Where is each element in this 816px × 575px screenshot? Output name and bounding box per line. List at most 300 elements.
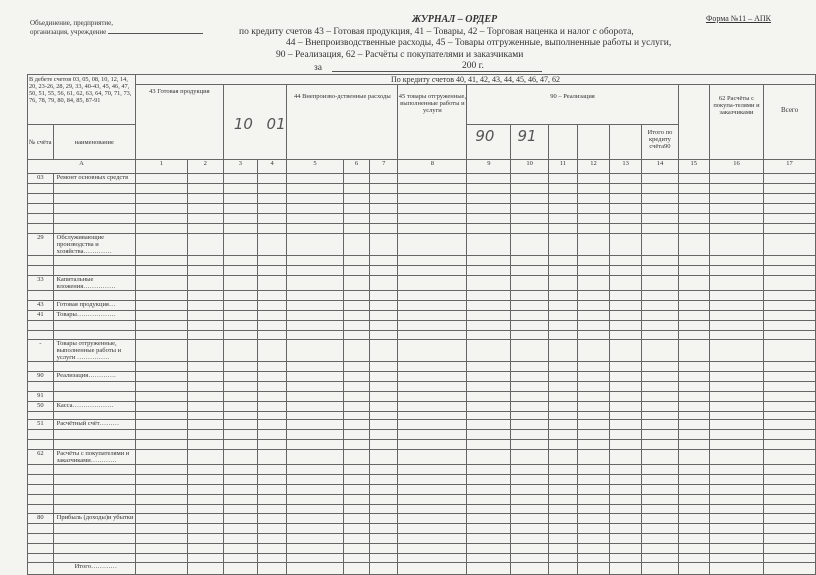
table-cell[interactable] [257, 340, 286, 362]
table-cell[interactable] [467, 331, 511, 340]
table-cell[interactable] [610, 554, 642, 563]
table-cell[interactable] [343, 194, 369, 204]
table-cell[interactable] [257, 430, 286, 440]
table-cell[interactable] [370, 362, 398, 372]
table-cell[interactable] [223, 256, 257, 266]
table-cell[interactable] [467, 340, 511, 362]
table-cell[interactable] [678, 204, 709, 214]
table-cell[interactable] [187, 214, 223, 224]
table-cell[interactable] [467, 224, 511, 234]
table-cell[interactable] [187, 194, 223, 204]
table-cell[interactable] [511, 485, 548, 495]
table-cell[interactable] [642, 331, 679, 340]
table-cell[interactable] [511, 514, 548, 524]
table-cell[interactable] [370, 204, 398, 214]
table-cell[interactable] [223, 266, 257, 276]
table-cell[interactable] [610, 331, 642, 340]
table-cell[interactable] [223, 291, 257, 301]
table-cell[interactable] [467, 465, 511, 475]
table-cell[interactable] [223, 475, 257, 485]
table-cell[interactable] [467, 412, 511, 420]
table-cell[interactable] [709, 440, 763, 450]
table-cell[interactable] [610, 291, 642, 301]
table-cell[interactable] [287, 214, 344, 224]
table-cell[interactable] [187, 204, 223, 214]
table-cell[interactable] [343, 321, 369, 331]
table-cell[interactable] [467, 382, 511, 392]
table-cell[interactable] [678, 362, 709, 372]
table-cell[interactable] [370, 534, 398, 544]
table-cell[interactable] [398, 311, 467, 321]
table-cell[interactable] [578, 184, 610, 194]
table-cell[interactable] [610, 402, 642, 412]
table-cell[interactable] [548, 524, 577, 534]
table-cell[interactable] [287, 204, 344, 214]
table-cell[interactable] [610, 301, 642, 311]
table-cell[interactable] [511, 430, 548, 440]
table-cell[interactable] [187, 174, 223, 184]
table-cell[interactable] [642, 234, 679, 256]
table-cell[interactable] [343, 505, 369, 514]
table-cell[interactable] [764, 534, 816, 544]
table-cell[interactable] [223, 524, 257, 534]
table-cell[interactable] [257, 534, 286, 544]
table-cell[interactable] [511, 524, 548, 534]
table-cell[interactable] [135, 382, 187, 392]
table-cell[interactable] [223, 402, 257, 412]
table-cell[interactable] [343, 412, 369, 420]
table-cell[interactable] [511, 495, 548, 505]
table-cell[interactable] [709, 554, 763, 563]
table-cell[interactable] [610, 440, 642, 450]
table-cell[interactable] [287, 362, 344, 372]
table-cell[interactable] [135, 234, 187, 256]
table-cell[interactable] [257, 495, 286, 505]
table-cell[interactable] [370, 224, 398, 234]
table-cell[interactable] [709, 204, 763, 214]
table-cell[interactable] [548, 440, 577, 450]
table-cell[interactable] [257, 420, 286, 430]
table-cell[interactable] [257, 266, 286, 276]
table-cell[interactable] [370, 311, 398, 321]
table-cell[interactable] [764, 440, 816, 450]
table-cell[interactable] [287, 534, 344, 544]
table-cell[interactable] [398, 465, 467, 475]
table-cell[interactable] [610, 485, 642, 495]
table-cell[interactable] [610, 475, 642, 485]
table-cell[interactable] [343, 392, 369, 402]
table-cell[interactable] [223, 412, 257, 420]
table-cell[interactable] [187, 382, 223, 392]
table-cell[interactable] [709, 234, 763, 256]
table-cell[interactable] [343, 495, 369, 505]
table-cell[interactable] [578, 524, 610, 534]
table-cell[interactable] [187, 514, 223, 524]
table-cell[interactable] [223, 194, 257, 204]
table-cell[interactable] [467, 214, 511, 224]
table-cell[interactable] [343, 311, 369, 321]
table-cell[interactable] [287, 420, 344, 430]
table-cell[interactable] [764, 475, 816, 485]
table-cell[interactable] [223, 495, 257, 505]
table-cell[interactable] [257, 524, 286, 534]
table-cell[interactable] [257, 475, 286, 485]
table-cell[interactable] [135, 184, 187, 194]
table-cell[interactable] [370, 430, 398, 440]
table-cell[interactable] [187, 234, 223, 256]
table-cell[interactable] [578, 420, 610, 430]
table-cell[interactable] [223, 554, 257, 563]
table-cell[interactable] [223, 440, 257, 450]
table-cell[interactable] [548, 311, 577, 321]
table-cell[interactable] [370, 475, 398, 485]
table-cell[interactable] [370, 450, 398, 465]
table-cell[interactable] [370, 174, 398, 184]
table-cell[interactable] [257, 372, 286, 382]
table-cell[interactable] [257, 184, 286, 194]
table-cell[interactable] [764, 184, 816, 194]
table-cell[interactable] [370, 392, 398, 402]
table-cell[interactable] [610, 234, 642, 256]
table-cell[interactable] [343, 340, 369, 362]
table-cell[interactable] [370, 372, 398, 382]
table-cell[interactable] [709, 420, 763, 430]
table-cell[interactable] [709, 311, 763, 321]
table-cell[interactable] [764, 514, 816, 524]
table-cell[interactable] [511, 420, 548, 430]
table-cell[interactable] [343, 362, 369, 372]
table-cell[interactable] [398, 475, 467, 485]
table-cell[interactable] [467, 544, 511, 554]
table-cell[interactable] [578, 301, 610, 311]
table-cell[interactable] [467, 362, 511, 372]
table-cell[interactable] [610, 544, 642, 554]
table-cell[interactable] [398, 321, 467, 331]
table-cell[interactable] [578, 430, 610, 440]
table-cell[interactable] [187, 291, 223, 301]
table-cell[interactable] [370, 440, 398, 450]
table-cell[interactable] [511, 174, 548, 184]
table-cell[interactable] [135, 420, 187, 430]
table-cell[interactable] [511, 204, 548, 214]
table-cell[interactable] [578, 382, 610, 392]
table-cell[interactable] [709, 495, 763, 505]
table-cell[interactable] [764, 174, 816, 184]
table-cell[interactable] [548, 392, 577, 402]
table-cell[interactable] [135, 495, 187, 505]
table-cell[interactable] [642, 311, 679, 321]
table-cell[interactable] [511, 321, 548, 331]
table-cell[interactable] [370, 465, 398, 475]
table-cell[interactable] [548, 291, 577, 301]
table-cell[interactable] [548, 372, 577, 382]
table-cell[interactable] [135, 362, 187, 372]
table-cell[interactable] [709, 450, 763, 465]
table-cell[interactable] [578, 340, 610, 362]
table-cell[interactable] [187, 311, 223, 321]
table-cell[interactable] [398, 420, 467, 430]
table-cell[interactable] [343, 214, 369, 224]
table-cell[interactable] [764, 214, 816, 224]
table-cell[interactable] [511, 301, 548, 311]
table-cell[interactable] [642, 266, 679, 276]
table-cell[interactable] [678, 214, 709, 224]
table-cell[interactable] [548, 402, 577, 412]
table-cell[interactable] [398, 362, 467, 372]
table-cell[interactable] [764, 276, 816, 291]
table-cell[interactable] [548, 430, 577, 440]
table-cell[interactable] [135, 174, 187, 184]
table-cell[interactable] [135, 291, 187, 301]
table-cell[interactable] [511, 291, 548, 301]
table-cell[interactable] [257, 450, 286, 465]
table-cell[interactable] [642, 174, 679, 184]
table-cell[interactable] [187, 495, 223, 505]
table-cell[interactable] [135, 224, 187, 234]
table-cell[interactable] [578, 485, 610, 495]
table-cell[interactable] [764, 321, 816, 331]
table-cell[interactable] [548, 382, 577, 392]
table-cell[interactable] [578, 256, 610, 266]
table-cell[interactable] [135, 505, 187, 514]
table-cell[interactable] [287, 412, 344, 420]
table-cell[interactable] [511, 412, 548, 420]
table-cell[interactable] [398, 485, 467, 495]
table-cell[interactable] [370, 402, 398, 412]
table-cell[interactable] [709, 412, 763, 420]
table-cell[interactable] [610, 321, 642, 331]
table-cell[interactable] [370, 276, 398, 291]
table-cell[interactable] [548, 534, 577, 544]
table-cell[interactable] [610, 174, 642, 184]
table-cell[interactable] [257, 544, 286, 554]
table-cell[interactable] [642, 514, 679, 524]
table-cell[interactable] [287, 321, 344, 331]
table-cell[interactable] [709, 372, 763, 382]
table-cell[interactable] [610, 524, 642, 534]
table-cell[interactable] [135, 412, 187, 420]
table-cell[interactable] [398, 544, 467, 554]
table-cell[interactable] [223, 276, 257, 291]
table-cell[interactable] [764, 362, 816, 372]
table-cell[interactable] [578, 291, 610, 301]
table-cell[interactable] [578, 276, 610, 291]
table-cell[interactable] [642, 256, 679, 266]
table-cell[interactable] [642, 291, 679, 301]
table-cell[interactable] [709, 475, 763, 485]
table-cell[interactable] [187, 554, 223, 563]
table-cell[interactable] [398, 450, 467, 465]
table-cell[interactable] [678, 450, 709, 465]
table-cell[interactable] [709, 256, 763, 266]
table-cell[interactable] [257, 362, 286, 372]
table-cell[interactable] [398, 340, 467, 362]
table-cell[interactable] [511, 554, 548, 563]
table-cell[interactable] [343, 276, 369, 291]
table-cell[interactable] [610, 276, 642, 291]
table-cell[interactable] [709, 534, 763, 544]
table-cell[interactable] [223, 214, 257, 224]
table-cell[interactable] [343, 465, 369, 475]
table-cell[interactable] [467, 204, 511, 214]
table-cell[interactable] [578, 224, 610, 234]
table-cell[interactable] [678, 554, 709, 563]
table-cell[interactable] [578, 440, 610, 450]
table-cell[interactable] [764, 291, 816, 301]
table-cell[interactable] [343, 524, 369, 534]
table-cell[interactable] [709, 301, 763, 311]
table-cell[interactable] [135, 214, 187, 224]
table-cell[interactable] [642, 534, 679, 544]
table-cell[interactable] [709, 505, 763, 514]
table-cell[interactable] [135, 440, 187, 450]
table-cell[interactable] [223, 174, 257, 184]
table-cell[interactable] [678, 505, 709, 514]
table-cell[interactable] [610, 214, 642, 224]
table-cell[interactable] [578, 505, 610, 514]
table-cell[interactable] [287, 402, 344, 412]
table-cell[interactable] [223, 301, 257, 311]
table-cell[interactable] [370, 184, 398, 194]
table-cell[interactable] [642, 184, 679, 194]
table-cell[interactable] [709, 224, 763, 234]
table-cell[interactable] [578, 554, 610, 563]
table-cell[interactable] [398, 224, 467, 234]
table-cell[interactable] [287, 331, 344, 340]
table-cell[interactable] [398, 372, 467, 382]
table-cell[interactable] [467, 430, 511, 440]
table-cell[interactable] [467, 505, 511, 514]
table-cell[interactable] [678, 420, 709, 430]
table-cell[interactable] [257, 204, 286, 214]
table-cell[interactable] [709, 544, 763, 554]
table-cell[interactable] [764, 204, 816, 214]
table-cell[interactable] [187, 412, 223, 420]
table-cell[interactable] [370, 554, 398, 563]
table-cell[interactable] [287, 430, 344, 440]
table-cell[interactable] [370, 234, 398, 256]
table-cell[interactable] [511, 340, 548, 362]
table-cell[interactable] [135, 321, 187, 331]
table-cell[interactable] [467, 392, 511, 402]
table-cell[interactable] [343, 291, 369, 301]
table-cell[interactable] [287, 194, 344, 204]
table-cell[interactable] [343, 485, 369, 495]
table-cell[interactable] [343, 331, 369, 340]
table-cell[interactable] [610, 362, 642, 372]
table-cell[interactable] [642, 485, 679, 495]
table-cell[interactable] [642, 495, 679, 505]
table-cell[interactable] [610, 224, 642, 234]
table-cell[interactable] [610, 450, 642, 465]
table-cell[interactable] [187, 256, 223, 266]
table-cell[interactable] [642, 194, 679, 204]
table-cell[interactable] [135, 485, 187, 495]
table-cell[interactable] [223, 331, 257, 340]
table-cell[interactable] [343, 234, 369, 256]
table-cell[interactable] [764, 372, 816, 382]
table-cell[interactable] [467, 514, 511, 524]
table-cell[interactable] [678, 234, 709, 256]
table-cell[interactable] [548, 412, 577, 420]
table-cell[interactable] [135, 256, 187, 266]
table-cell[interactable] [343, 554, 369, 563]
table-cell[interactable] [678, 311, 709, 321]
table-cell[interactable] [135, 475, 187, 485]
table-cell[interactable] [398, 291, 467, 301]
table-cell[interactable] [343, 382, 369, 392]
table-cell[interactable] [548, 204, 577, 214]
table-cell[interactable] [709, 392, 763, 402]
table-cell[interactable] [287, 276, 344, 291]
table-cell[interactable] [678, 440, 709, 450]
table-cell[interactable] [257, 402, 286, 412]
table-cell[interactable] [678, 485, 709, 495]
table-cell[interactable] [642, 544, 679, 554]
table-cell[interactable] [764, 256, 816, 266]
table-cell[interactable] [548, 505, 577, 514]
table-cell[interactable] [678, 372, 709, 382]
table-cell[interactable] [257, 554, 286, 563]
table-cell[interactable] [511, 256, 548, 266]
table-cell[interactable] [223, 420, 257, 430]
table-cell[interactable] [287, 450, 344, 465]
table-cell[interactable] [678, 382, 709, 392]
table-cell[interactable] [511, 184, 548, 194]
table-cell[interactable] [257, 214, 286, 224]
table-cell[interactable] [257, 301, 286, 311]
table-cell[interactable] [548, 420, 577, 430]
table-cell[interactable] [187, 485, 223, 495]
table-cell[interactable] [223, 544, 257, 554]
table-cell[interactable] [578, 495, 610, 505]
table-cell[interactable] [287, 382, 344, 392]
table-cell[interactable] [548, 465, 577, 475]
table-cell[interactable] [398, 440, 467, 450]
table-cell[interactable] [642, 402, 679, 412]
table-cell[interactable] [548, 184, 577, 194]
table-cell[interactable] [610, 372, 642, 382]
table-cell[interactable] [370, 485, 398, 495]
table-cell[interactable] [548, 276, 577, 291]
table-cell[interactable] [764, 392, 816, 402]
table-cell[interactable] [370, 495, 398, 505]
table-cell[interactable] [467, 450, 511, 465]
table-cell[interactable] [370, 544, 398, 554]
table-cell[interactable] [709, 514, 763, 524]
table-cell[interactable] [187, 402, 223, 412]
table-cell[interactable] [370, 331, 398, 340]
table-cell[interactable] [678, 266, 709, 276]
table-cell[interactable] [223, 321, 257, 331]
table-cell[interactable] [467, 372, 511, 382]
table-cell[interactable] [187, 475, 223, 485]
table-cell[interactable] [223, 450, 257, 465]
table-cell[interactable] [548, 495, 577, 505]
table-cell[interactable] [370, 214, 398, 224]
table-cell[interactable] [678, 291, 709, 301]
table-cell[interactable] [223, 485, 257, 495]
table-cell[interactable] [467, 524, 511, 534]
table-cell[interactable] [610, 340, 642, 362]
table-cell[interactable] [709, 184, 763, 194]
table-cell[interactable] [223, 534, 257, 544]
table-cell[interactable] [135, 340, 187, 362]
table-cell[interactable] [223, 184, 257, 194]
table-cell[interactable] [709, 340, 763, 362]
table-cell[interactable] [642, 301, 679, 311]
table-cell[interactable] [511, 392, 548, 402]
